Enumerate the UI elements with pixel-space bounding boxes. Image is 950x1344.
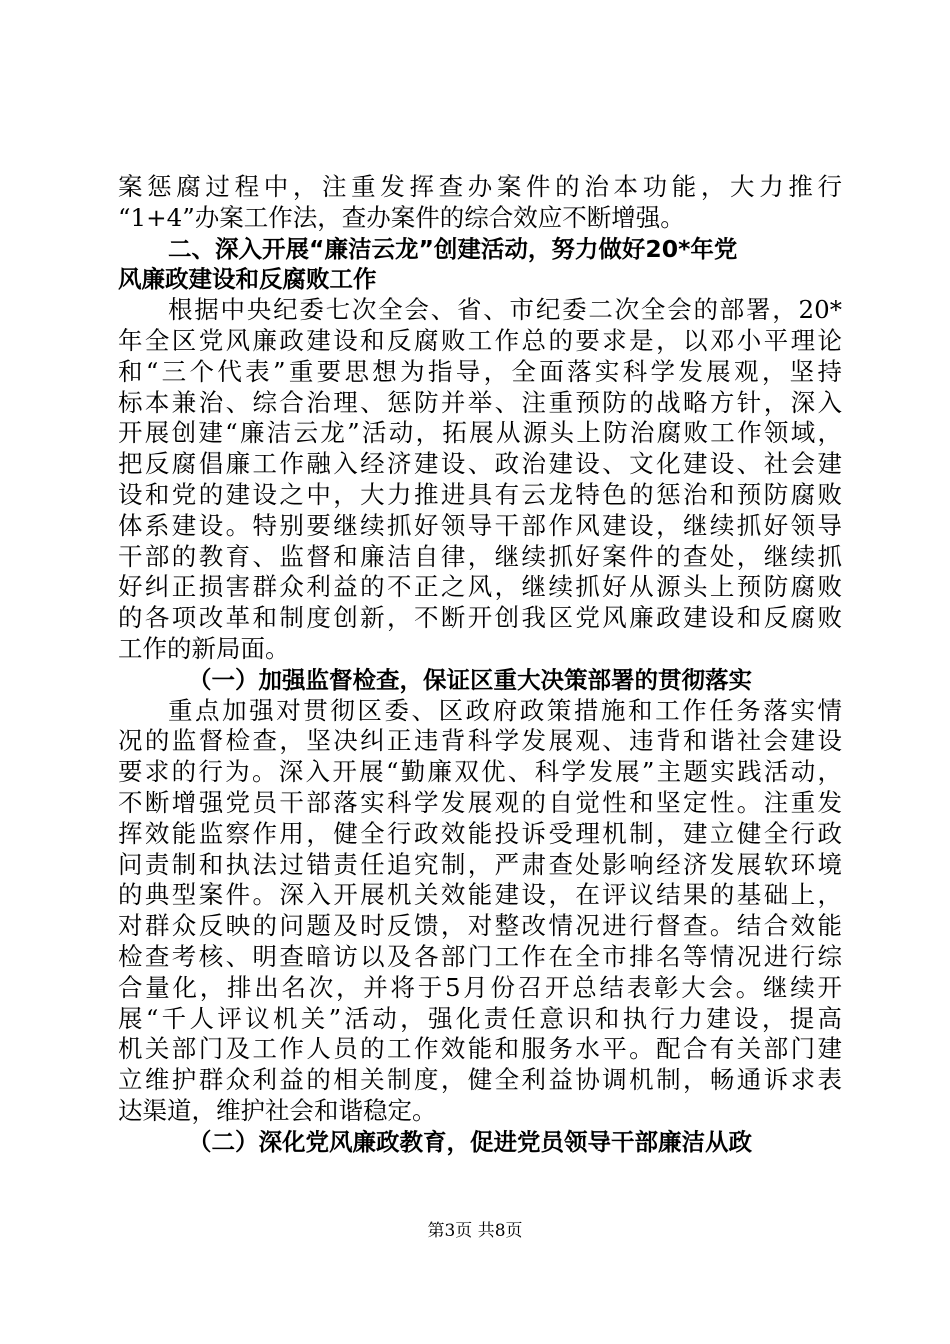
paragraph-line: 不断增强党员干部落实科学发展观的自觉性和坚定性。注重发 xyxy=(118,787,842,817)
paragraph-line: 标本兼治、综合治理、惩防并举、注重预防的战略方针，深入 xyxy=(118,387,842,417)
paragraph-line: 年全区党风廉政建设和反腐败工作总的要求是，以邓小平理论 xyxy=(118,325,842,355)
paragraph-line: 合量化，排出名次，并将于5月份召开总结表彰大会。继续开 xyxy=(118,972,842,1002)
paragraph-line: 体系建设。特别要继续抓好领导干部作风建设，继续抓好领导 xyxy=(118,510,842,540)
paragraph-line: 要求的行为。深入开展“勤廉双优、科学发展”主题实践活动， xyxy=(118,757,842,787)
paragraph-line: 设和党的建设之中，大力推进具有云龙特色的惩治和预防腐败 xyxy=(118,479,842,509)
paragraph-line: 重点加强对贯彻区委、区政府政策措施和工作任务落实情 xyxy=(168,695,842,725)
page-footer: 第3页 共8页 xyxy=(427,1221,523,1241)
paragraph-line: 把反腐倡廉工作融入经济建设、政治建设、文化建设、社会建 xyxy=(118,449,842,479)
paragraph-line: 立维护群众利益的相关制度，健全利益协调机制，畅通诉求表 xyxy=(118,1065,842,1095)
paragraph-line: 工作的新局面。 xyxy=(118,633,290,663)
document-body xyxy=(118,172,842,1158)
section-heading-line: 二、深入开展“廉洁云龙”创建活动，努力做好20*年党 xyxy=(168,234,738,263)
paragraph-line: 干部的教育、监督和廉洁自律，继续抓好案件的查处，继续抓 xyxy=(118,541,842,571)
paragraph-line: 案惩腐过程中，注重发挥查办案件的治本功能，大力推行 xyxy=(118,172,842,201)
paragraph-line: “1+4”办案工作法，查办案件的综合效应不断增强。 xyxy=(118,202,685,232)
paragraph-line: 展“千人评议机关”活动，强化责任意识和执行力建设，提高 xyxy=(118,1003,842,1033)
paragraph-line: 况的监督检查，坚决纠正违背科学发展观、违背和谐社会建设 xyxy=(118,726,842,756)
paragraph-line: 挥效能监察作用，健全行政效能投诉受理机制，建立健全行政 xyxy=(118,818,842,848)
paragraph-line: 根据中央纪委七次全会、省、市纪委二次全会的部署，20* xyxy=(168,295,842,325)
paragraph-line: 机关部门及工作人员的工作效能和服务水平。配合有关部门建 xyxy=(118,1034,842,1064)
section-heading-line: 风廉政建设和反腐败工作 xyxy=(118,265,377,294)
paragraph-line: 达渠道，维护社会和谐稳定。 xyxy=(118,1095,437,1125)
paragraph-line: 检查考核、明查暗访以及各部门工作在全市排名等情况进行综 xyxy=(118,941,842,971)
paragraph-line: 好纠正损害群众利益的不正之风，继续抓好从源头上预防腐败 xyxy=(118,572,842,602)
section-heading-line: （一）加强监督检查，保证区重大决策部署的贯彻落实 xyxy=(188,665,752,694)
paragraph-line: 问责制和执法过错责任追究制，严肃查处影响经济发展软环境 xyxy=(118,849,842,879)
paragraph-line: 开展创建“廉洁云龙”活动，拓展从源头上防治腐败工作领域， xyxy=(118,418,842,448)
paragraph-line: 的各项改革和制度创新，不断开创我区党风廉政建设和反腐败 xyxy=(118,603,842,633)
paragraph-line: 对群众反映的问题及时反馈，对整改情况进行督查。结合效能 xyxy=(118,911,842,941)
paragraph-line: 的典型案件。深入开展机关效能建设，在评议结果的基础上， xyxy=(118,880,842,910)
section-heading-line: （二）深化党风廉政教育，促进党员领导干部廉洁从政 xyxy=(188,1127,752,1156)
paragraph-line: 和“三个代表”重要思想为指导，全面落实科学发展观，坚持 xyxy=(118,356,842,386)
